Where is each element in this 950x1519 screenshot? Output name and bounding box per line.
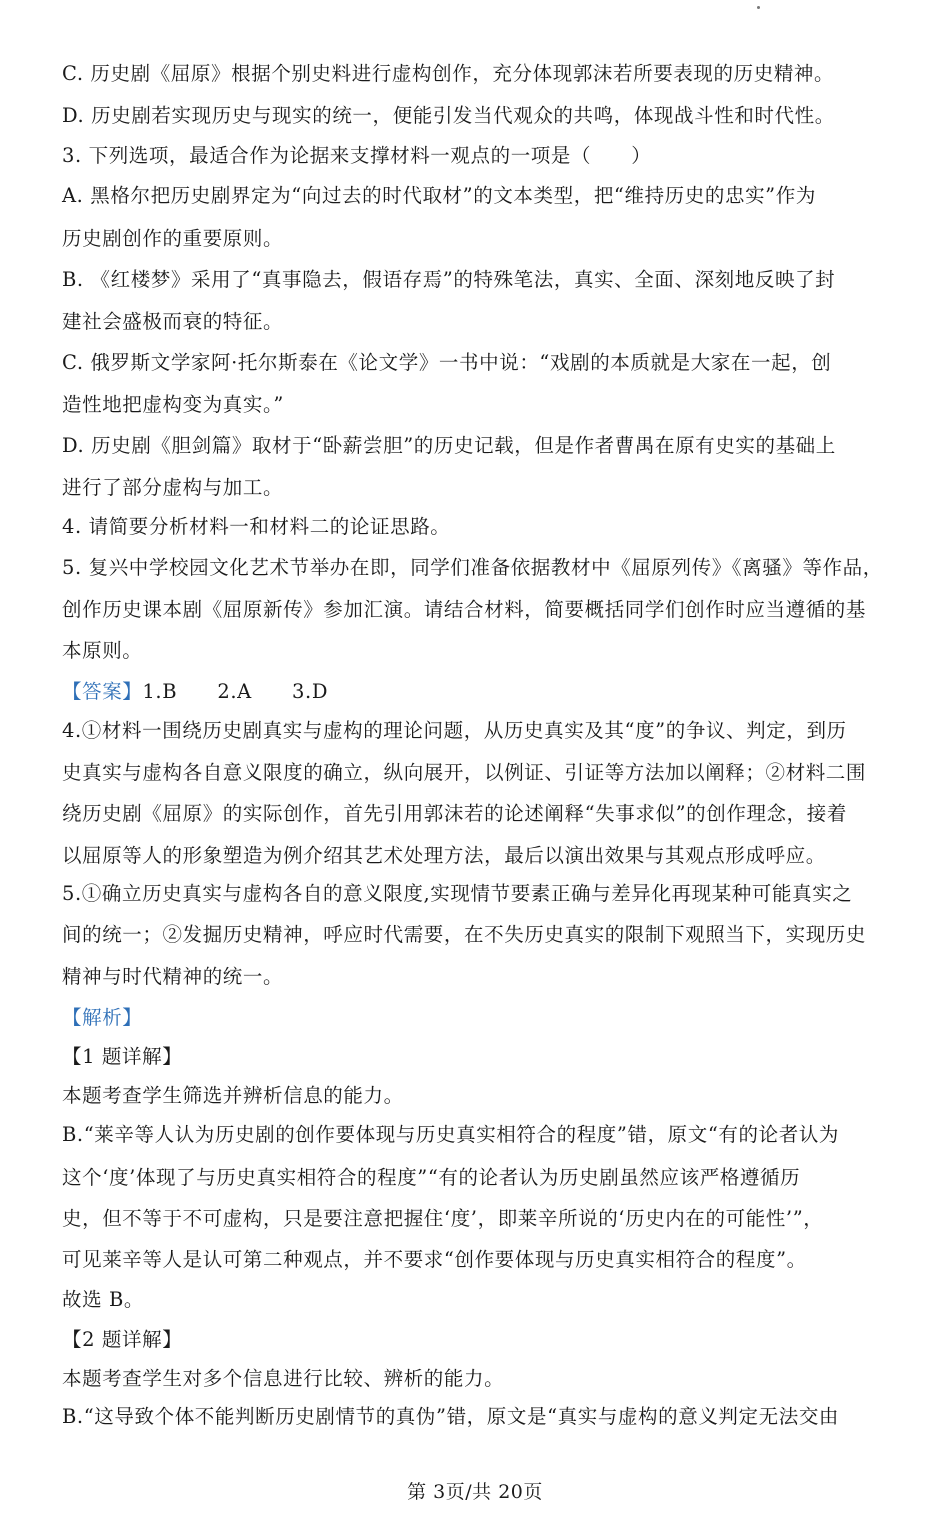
detail-1-heading: 【1 题详解】 [62,1045,183,1068]
question-4: 4. 请简要分析材料一和材料二的论证思路。 [62,515,451,538]
answer-5-line1: 5.①确立历史真实与虚构各自的意义限度,实现情节要素正确与差异化再现某种可能真实之 [62,882,853,905]
answer-line [62,676,328,704]
answer-tag: 【答案】 [62,680,143,703]
q3-option-b-line2: 建社会盛极而衰的特征。 [62,310,284,333]
scan-dot [757,6,760,9]
detail-1-intro: 本题考查学生筛选并辨析信息的能力。 [62,1084,404,1107]
detail-2-line1: B.“这导致个体不能判断历史剧情节的真伪”错，原文是“真实与虚构的意义判定无法交由 [62,1405,840,1428]
detail-1-conclusion: 故选 B。 [62,1288,145,1311]
answer-5-line2: 间的统一；②发掘历史精神，呼应时代需要，在不失历史真实的限制下观照当下，实现历史 [62,923,867,946]
answer-values: 1.B 2.A 3.D [142,680,329,703]
q3-option-c-line1: C. 俄罗斯文学家阿·托尔斯泰在《论文学》一书中说：“戏剧的本质就是大家在一起，创 [62,351,832,374]
q3-option-b-line1: B. 《红楼梦》采用了“真事隐去，假语存焉”的特殊笔法，真实、全面、深刻地反映了封 [62,268,836,291]
q3-option-a-line1: A. 黑格尔把历史剧界定为“向过去的时代取材”的文本类型，把“维持历史的忠实”作为 [62,184,816,207]
answer-4-line3: 绕历史剧《屈原》的实际创作，首先引用郭沫若的论述阐释“失事求似”的创作理念，接着 [62,802,847,825]
analysis-tag: 【解析】 [62,1006,143,1029]
option-d-line: D. 历史剧若实现历史与现实的统一，便能引发当代观众的共鸣，体现战斗性和时代性。 [62,104,835,127]
question-5-line3: 本原则。 [62,639,143,662]
page-footer: 第 3页/共 20页 [407,1481,543,1503]
detail-2-intro: 本题考查学生对多个信息进行比较、辨析的能力。 [62,1367,505,1390]
question-5-line2: 创作历史课本剧《屈原新传》参加汇演。请结合材料，简要概括同学们创作时应当遵循的基 [62,598,867,621]
q3-option-d-line2: 进行了部分虚构与加工。 [62,476,284,499]
answer-4-line1: 4.①材料一围绕历史剧真实与虚构的理论问题，从历史真实及其“度”的争议、判定，到历 [62,719,847,742]
detail-1-line1: B.“莱辛等人认为历史剧的创作要体现与历史真实相符合的程度”错，原文“有的论者认为 [62,1123,840,1146]
detail-1-line4: 可见莱辛等人是认可第二种观点，并不要求“创作要体现与历史真实相符合的程度”。 [62,1248,807,1271]
answer-5-line3: 精神与时代精神的统一。 [62,965,284,988]
detail-1-line3: 史，但不等于不可虚构，只是要注意把握住‘度’，即莱辛所说的‘历史内在的可能性’”， [62,1207,824,1230]
answer-4-line4: 以屈原等人的形象塑造为例介绍其艺术处理方法，最后以演出效果与其观点形成呼应。 [62,844,826,867]
question-5-line1: 5. 复兴中学校园文化艺术节举办在即，同学们准备依据教材中《屈原列传》《离骚》等作品， [62,556,883,579]
q3-option-d-line1: D. 历史剧《胆剑篇》取材于“卧薪尝胆”的历史记载，但是作者曹禺在原有史实的基础上 [62,434,836,457]
option-c-line: C. 历史剧《屈原》根据个别史料进行虚构创作，充分体现郭沫若所要表现的历史精神。 [62,62,835,85]
answer-4-line2: 史真实与虚构各自意义限度的确立，纵向展开，以例证、引证等方法加以阐释；②材料二围 [62,761,867,784]
q3-option-a-line2: 历史剧创作的重要原则。 [62,227,284,250]
question-3: 3. 下列选项，最适合作为论据来支撑材料一观点的一项是（ ） [62,144,652,167]
detail-2-heading: 【2 题详解】 [62,1328,183,1351]
q3-option-c-line2: 造性地把虚构变为真实。” [62,393,284,416]
detail-1-line2: 这个‘度’体现了与历史真实相符合的程度”“有的论者认为历史剧虽然应该严格遵循历 [62,1166,801,1189]
